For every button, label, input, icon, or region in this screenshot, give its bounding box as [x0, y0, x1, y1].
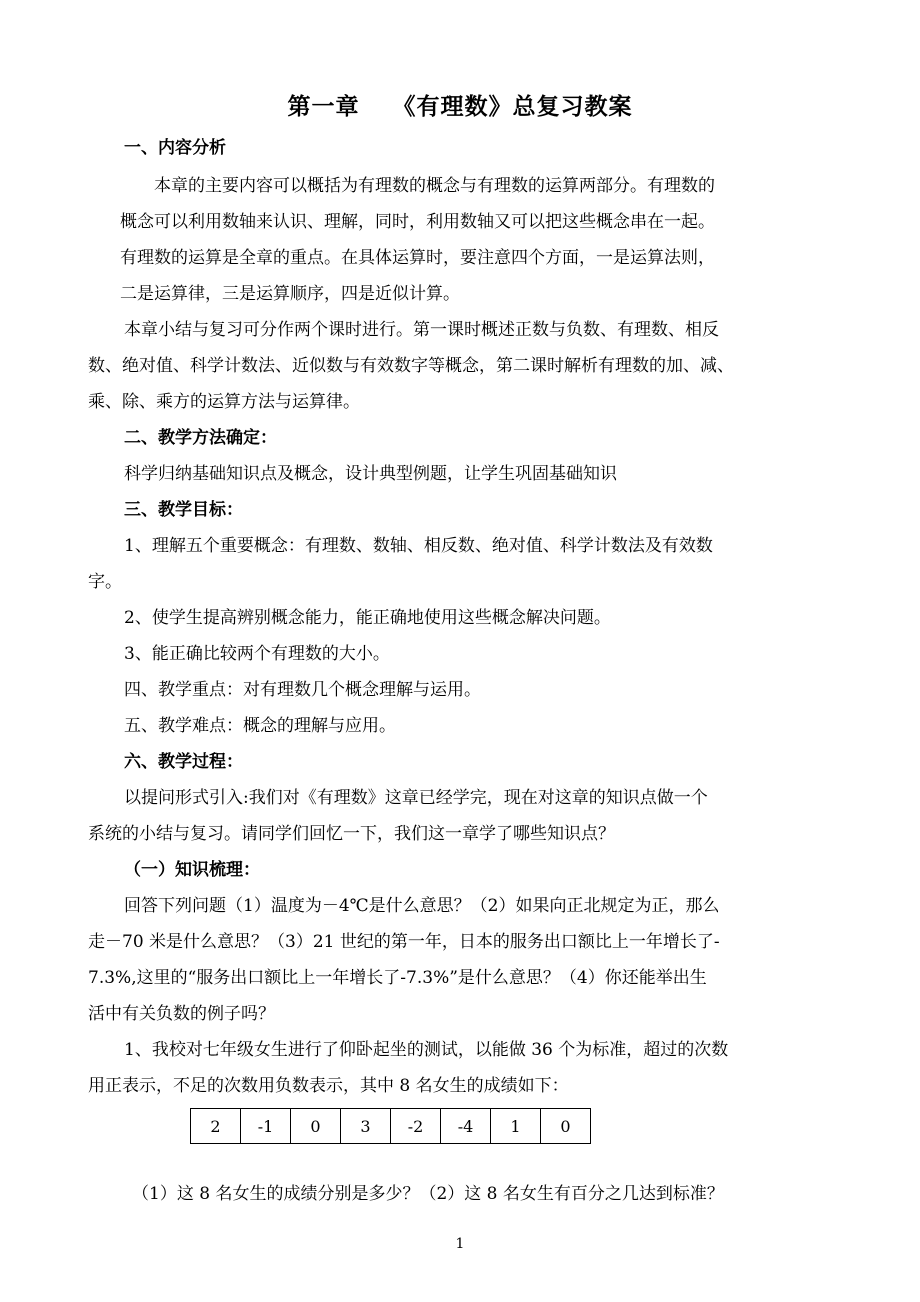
score-cell: -1 [241, 1109, 291, 1144]
page-number: 1 [455, 1236, 465, 1252]
heading-teaching-goals: 三、教学目标： [124, 500, 243, 520]
heading-teaching-process: 六、教学过程： [124, 752, 243, 772]
score-cell: -2 [391, 1109, 441, 1144]
scores-table [190, 1108, 591, 1144]
paragraph-line: 科学归纳基础知识点及概念，设计典型例题，让学生巩固基础知识 [124, 464, 617, 484]
score-cell: -4 [441, 1109, 491, 1144]
exercise-line: 用正表示，不足的次数用负数表示，其中 8 名女生的成绩如下： [88, 1076, 569, 1096]
paragraph-line: 数、绝对值、科学计数法、近似数与有效数字等概念，第二课时解析有理数的加、减、 [88, 356, 734, 376]
score-cell: 0 [541, 1109, 591, 1144]
heading-teaching-method: 二、教学方法确定： [124, 428, 277, 448]
paragraph-line: 活中有关负数的例子吗？ [88, 1004, 275, 1024]
paragraph-line: 7.3%,这里的“服务出口额比上一年增长了-7.3%”是什么意思？（4）你还能举出生 [88, 968, 707, 988]
goal-item: 2、使学生提高辨别概念能力，能正确地使用这些概念解决问题。 [124, 608, 611, 628]
teaching-difficulty: 五、教学难点：概念的理解与应用。 [124, 716, 396, 736]
teaching-key-point: 四、教学重点：对有理数几个概念理解与运用。 [124, 680, 481, 700]
paragraph-line: 本章的主要内容可以概括为有理数的概念与有理数的运算两部分。有理数的 [154, 176, 715, 196]
paragraph-line: 概念可以利用数轴来认识、理解，同时，利用数轴又可以把这些概念串在一起。 [120, 212, 715, 232]
question-line: （1）这 8 名女生的成绩分别是多少？（2）这 8 名女生有百分之几达到标准？ [132, 1184, 724, 1204]
score-cell: 1 [491, 1109, 541, 1144]
paragraph-line: 以提问形式引入:我们对《有理数》这章已经学完，现在对这章的知识点做一个 [124, 788, 708, 808]
subheading-knowledge-review: （一）知识梳理： [124, 860, 260, 880]
score-cell: 2 [191, 1109, 241, 1144]
page-title: 第一章 《有理数》总复习教案 [287, 94, 633, 120]
paragraph-line: 有理数的运算是全章的重点。在具体运算时，要注意四个方面，一是运算法则， [120, 248, 715, 268]
paragraph-line: 走－70 米是什么意思？（3）21 世纪的第一年，日本的服务出口额比上一年增长了- [88, 932, 720, 952]
paragraph-line: 回答下列问题（1）温度为－4℃是什么意思？（2）如果向正北规定为正，那么 [124, 896, 720, 916]
goal-item-continued: 字。 [88, 572, 122, 592]
table-row [191, 1109, 591, 1144]
paragraph-line: 本章小结与复习可分作两个课时进行。第一课时概述正数与负数、有理数、相反 [124, 320, 719, 340]
score-cell: 0 [291, 1109, 341, 1144]
paragraph-line: 乘、除、乘方的运算方法与运算律。 [88, 392, 360, 412]
goal-item: 1、理解五个重要概念：有理数、数轴、相反数、绝对值、科学计数法及有效数 [124, 536, 713, 556]
heading-content-analysis: 一、内容分析 [124, 138, 226, 158]
score-cell: 3 [341, 1109, 391, 1144]
goal-item: 3、能正确比较两个有理数的大小。 [124, 644, 390, 664]
paragraph-line: 二是运算律，三是运算顺序，四是近似计算。 [120, 284, 460, 304]
exercise-line: 1、我校对七年级女生进行了仰卧起坐的测试，以能做 36 个为标准，超过的次数 [124, 1040, 729, 1060]
paragraph-line: 系统的小结与复习。请同学们回忆一下，我们这一章学了哪些知识点？ [88, 824, 615, 844]
